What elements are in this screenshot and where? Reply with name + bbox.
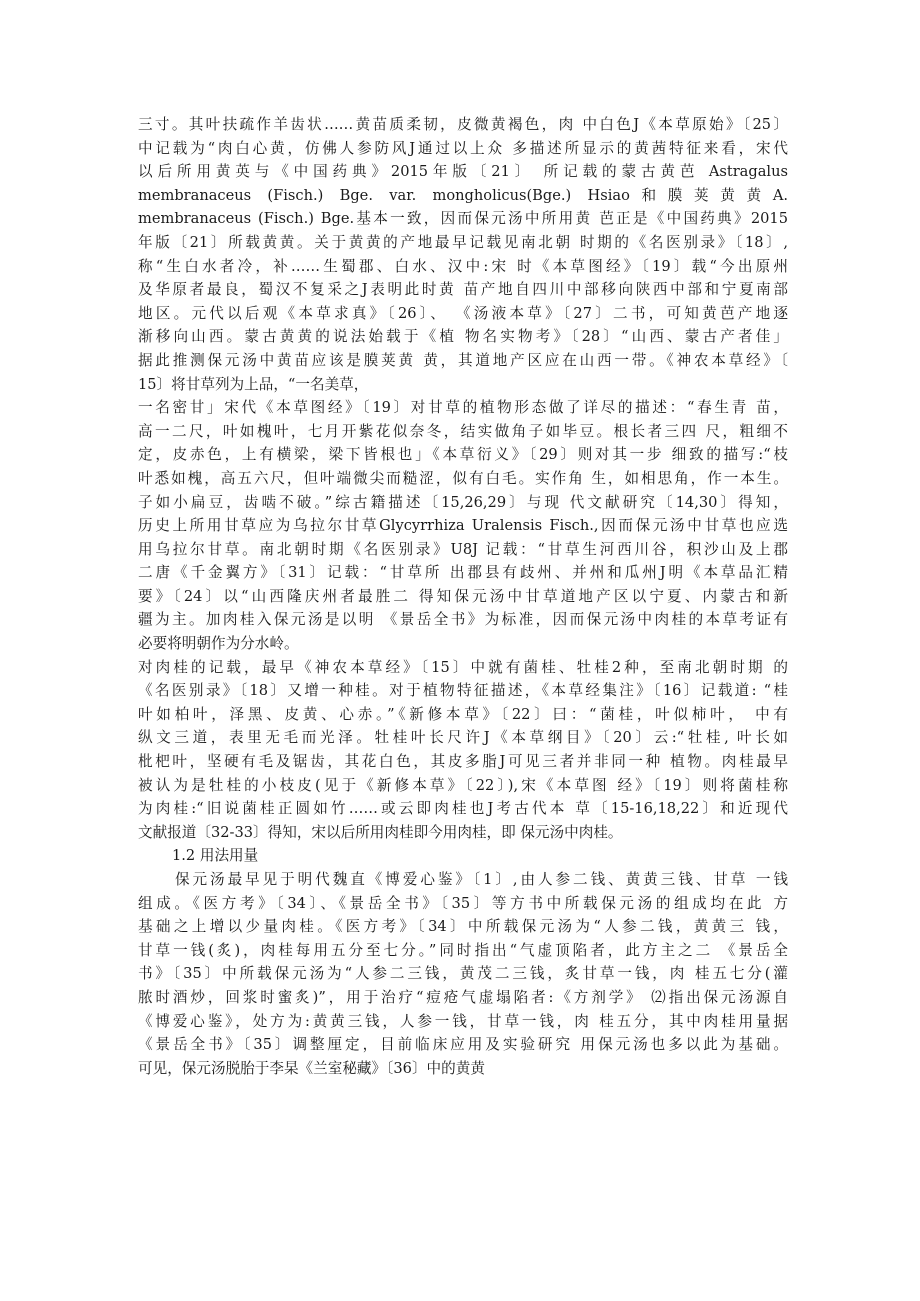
- section-heading: 1.2 用法用量: [172, 847, 259, 865]
- text-line: 为肉桂:“旧说菌桂正圆如竹……或云即肉桂也J考古代本 草〔15-16,18,22〕和近现代: [138, 800, 788, 818]
- text-line: 要》〔24〕以“山西隆庆州者最胜二 得知保元汤中甘草道地产区以宁夏、内蒙古和新: [138, 587, 788, 605]
- text-line: 高一二尺，叶如槐叶，七月开紫花似奈冬，结实做角子如毕豆。根长者三四 尺，粗细不: [138, 422, 788, 440]
- text-line: 15〕将甘草列为上品，“一名美草，: [138, 375, 369, 393]
- text-line: 地区。元代以后观《本草求真》〔26〕、 《汤液本草》〔27〕二书，可知黄芭产地逐: [138, 304, 788, 322]
- document-body: [138, 113, 788, 844]
- text-line: 必要将明朝作为分水岭。: [138, 635, 299, 653]
- text-line: 基础之上增以少量肉桂。《医方考》〔34〕中所载保元汤为“人参二钱，黄黄三 钱，: [138, 918, 788, 936]
- text-line: 及华原者最良，蜀汉不复采之J表明此时黄 苗产地自四川中部移向陕西中部和宁夏南部: [138, 281, 788, 299]
- text-line: 历史上所用甘草应为乌拉尔甘草Glycyrrhiza Uralensis Fisch.,因而保元汤中甘草也应选: [138, 517, 788, 535]
- paragraph-rougui: [138, 656, 788, 845]
- text-line: 甘草一钱(炙)，肉桂每用五分至七分。”同时指出“气虚顶陷者，此方主之二 《景岳全: [138, 941, 788, 959]
- text-line: 中记载为“肉白心黄，仿佛人参防风J通过以上众 多描述所显示的黄茜特征来看，宋代: [138, 139, 788, 157]
- text-line: 《名医别录》〔18〕又增一种桂。对于植物特征描述，《本草经集注》〔16〕记载道: “桂: [138, 682, 788, 700]
- text-line: 以后所用黄英与《中国药典》2015年版〔21〕 所记载的蒙古黄芭 Astragalus: [138, 163, 788, 181]
- document-page: [138, 113, 788, 1080]
- text-line: 定，皮赤色，上有横梁，梁下皆根也」《本草衍义》〔29〕则对其一步 细致的描写:“枝: [138, 446, 788, 464]
- text-line: 被认为是牡桂的小枝皮(见于《新修本草》〔22〕),宋《本草图 经》〔19〕则将菌桂称: [138, 776, 788, 794]
- text-line: 组成。《医方考》〔34〕、《景岳全书》〔35〕等方书中所载保元汤的组成均在此 方: [138, 894, 788, 912]
- text-line: 叶悉如槐，高五六尺，但叶端微尖而糙涩，似有白毛。实作角 生，如相思角，作一本生。: [138, 469, 788, 487]
- text-line: membranaceus (Fisch.) Bge.基本一致，因而保元汤中所用黄 芭正是《中国药典》2015: [138, 210, 788, 228]
- text-line: 脓时酒炒，回浆时蜜炙)”，用于治疗“痘疮气虚塌陷者:《方剂学》 ⑵指出保元汤源自: [138, 988, 788, 1006]
- text-line: 《景岳全书》〔35〕调整厘定，目前临床应用及实验研究 用保元汤也多以此为基础。: [138, 1036, 788, 1054]
- text-line: 三寸。其叶扶疏作羊齿状……黄苗质柔韧，皮微黄褐色，肉 中白色J《本草原始》〔25〕: [138, 116, 788, 133]
- text-line: 子如小扁豆，齿啮不破。”综古籍描述〔15,26,29〕与现 代文献研究〔14,30〕得知，: [138, 493, 788, 511]
- text-line: 据此推测保元汤中黄苗应该是膜荚黄 黄，其道地产区应在山西一带。《神农本草经》〔: [138, 351, 788, 369]
- final-paragraph: [138, 868, 788, 1080]
- text-line: 叶如柏叶，泽黑、皮黄、心赤。”《新修本草》〔22〕曰：“菌桂，叶似柿叶， 中有: [138, 705, 788, 723]
- text-line: 年版〔21〕所载黄黄。关于黄黄的产地最早记载见南北朝 时期的《名医别录》〔18〕,: [138, 233, 788, 251]
- text-line: 可见，保元汤脱胎于李杲《兰室秘藏》〔36〕中的黄黄: [138, 1059, 485, 1077]
- text-line: 称“生白水者冷，补……生蜀郡、白水、汉中:宋 时《本草图经》〔19〕载“今出原州: [138, 257, 788, 275]
- text-line: 枇杷叶，坚硬有毛及锯齿，其花白色，其皮多脂J可见三者并非同一种 植物。肉桂最早: [138, 753, 788, 771]
- paragraph-gancao: [138, 396, 788, 656]
- text-line: 纵文三道，表里无毛而光泽。牡桂叶长尺许J《本草纲目》〔20〕云:“牡桂, 叶长如: [138, 729, 788, 747]
- text-line: 文献报道〔32-33〕得知，宋以后所用肉桂即今用肉桂，即 保元汤中肉桂。: [138, 823, 623, 841]
- text-line: 二唐《千金翼方》〔31〕记载：“甘草所 出郡县有歧州、并州和瓜州J明《本草品汇精: [138, 564, 788, 582]
- text-line: 书》〔35〕中所载保元汤为“人参二三钱，黄茂二三钱，炙甘草一钱，肉 桂五七分(灌: [138, 965, 788, 983]
- text-line: 渐移向山西。蒙古黄黄的说法始载于《植 物名实物考》〔28〕“山西、蒙古产者佳」: [138, 328, 788, 346]
- text-line: membranaceus (Fisch.) Bge. var. mongholicus(Bge.) Hsiao和膜荚黄黄A.: [138, 186, 788, 204]
- text-line: 一名密甘」宋代《本草图经》〔19〕对甘草的植物形态做了详尽的描述：“春生青 苗，: [138, 399, 788, 417]
- paragraph-huangqi: [138, 113, 788, 396]
- text-line: 疆为主。加肉桂入保元汤是以明 《景岳全书》为标准，因而保元汤中肉桂的本草考证有: [138, 611, 788, 629]
- text-line: 对肉桂的记载，最早《神农本草经》〔15〕中就有菌桂、牡桂2种，至南北朝时期 的: [138, 658, 788, 676]
- text-line: 保元汤最早见于明代魏直《博爱心鉴》〔1〕,由人参二钱、黄黄三钱、甘草 一钱: [175, 871, 788, 888]
- text-line: 用乌拉尔甘草。南北朝时期《名医别录》U8J 记载：“甘草生河西川谷，积沙山及上郡: [138, 540, 788, 558]
- text-line: 《博爱心鉴》，处方为:黄黄三钱，人参一钱，甘草一钱，肉 桂五分，其中肉桂用量据: [138, 1012, 788, 1030]
